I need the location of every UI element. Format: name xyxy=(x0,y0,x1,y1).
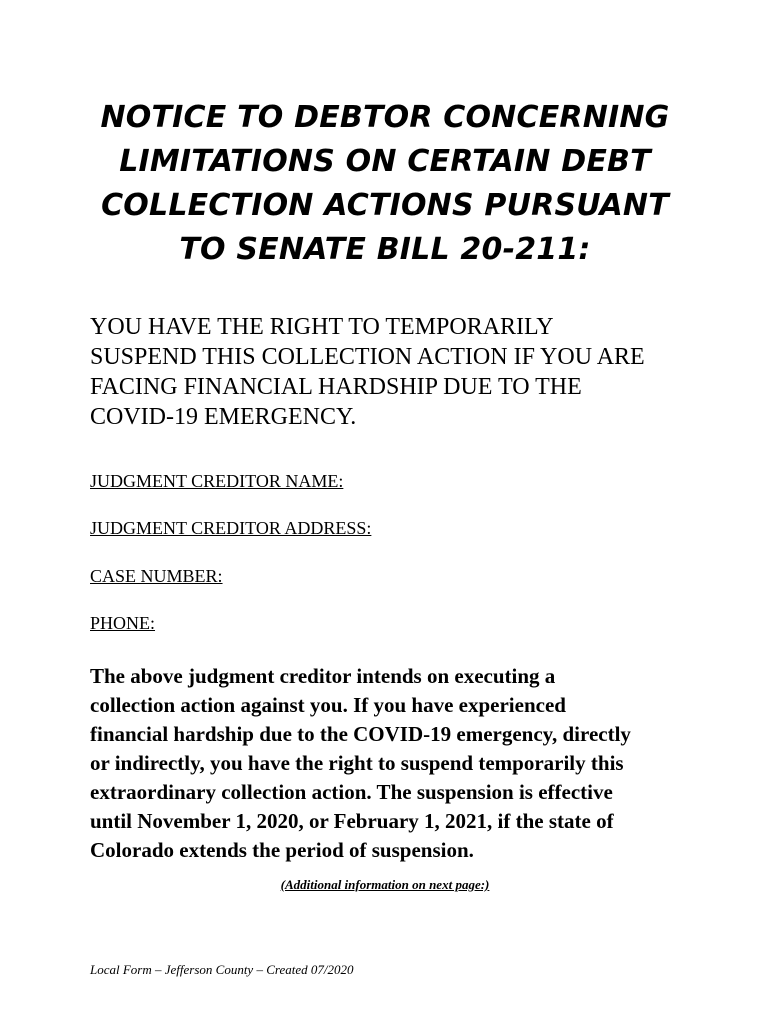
body-line: until November 1, 2020, or February 1, 2021, if the state of xyxy=(90,809,614,833)
title-line: COLLECTION ACTIONS PURSUANT xyxy=(101,188,669,223)
creditor-name-label: JUDGMENT CREDITOR NAME: xyxy=(90,471,344,491)
phone-label: PHONE: xyxy=(90,613,156,633)
rights-notice-line: YOU HAVE THE RIGHT TO TEMPORARILY xyxy=(90,314,554,340)
additional-info-note: (Additional information on next page:) xyxy=(280,877,490,892)
title-line: NOTICE TO DEBTOR CONCERNING xyxy=(100,100,670,135)
body-line: The above judgment creditor intends on executing a xyxy=(90,664,556,688)
rights-notice-line: SUSPEND THIS COLLECTION ACTION IF YOU ARE xyxy=(90,344,645,370)
title-line: TO SENATE BILL 20-211: xyxy=(179,232,591,267)
notice-body xyxy=(90,662,730,865)
rights-notice-line: FACING FINANCIAL HARDSHIP DUE TO THE xyxy=(90,374,582,400)
rights-notice xyxy=(90,312,710,432)
title-line: LIMITATIONS ON CERTAIN DEBT xyxy=(119,144,651,179)
body-line: Colorado extends the period of suspension. xyxy=(90,838,474,862)
form-footer: Local Form – Jefferson County – Created 07/2020 xyxy=(90,962,354,977)
notice-title xyxy=(60,96,710,272)
rights-notice-line: COVID-19 EMERGENCY. xyxy=(90,404,357,430)
body-line: collection action against you. If you have experienced xyxy=(90,693,566,717)
body-line: or indirectly, you have the right to suspend temporarily this xyxy=(90,751,624,775)
body-line: financial hardship due to the COVID-19 emergency, directly xyxy=(90,722,631,746)
case-number-label: CASE NUMBER: xyxy=(90,566,223,586)
body-line: extraordinary collection action. The suspension is effective xyxy=(90,780,613,804)
creditor-address-label: JUDGMENT CREDITOR ADDRESS: xyxy=(90,518,372,538)
